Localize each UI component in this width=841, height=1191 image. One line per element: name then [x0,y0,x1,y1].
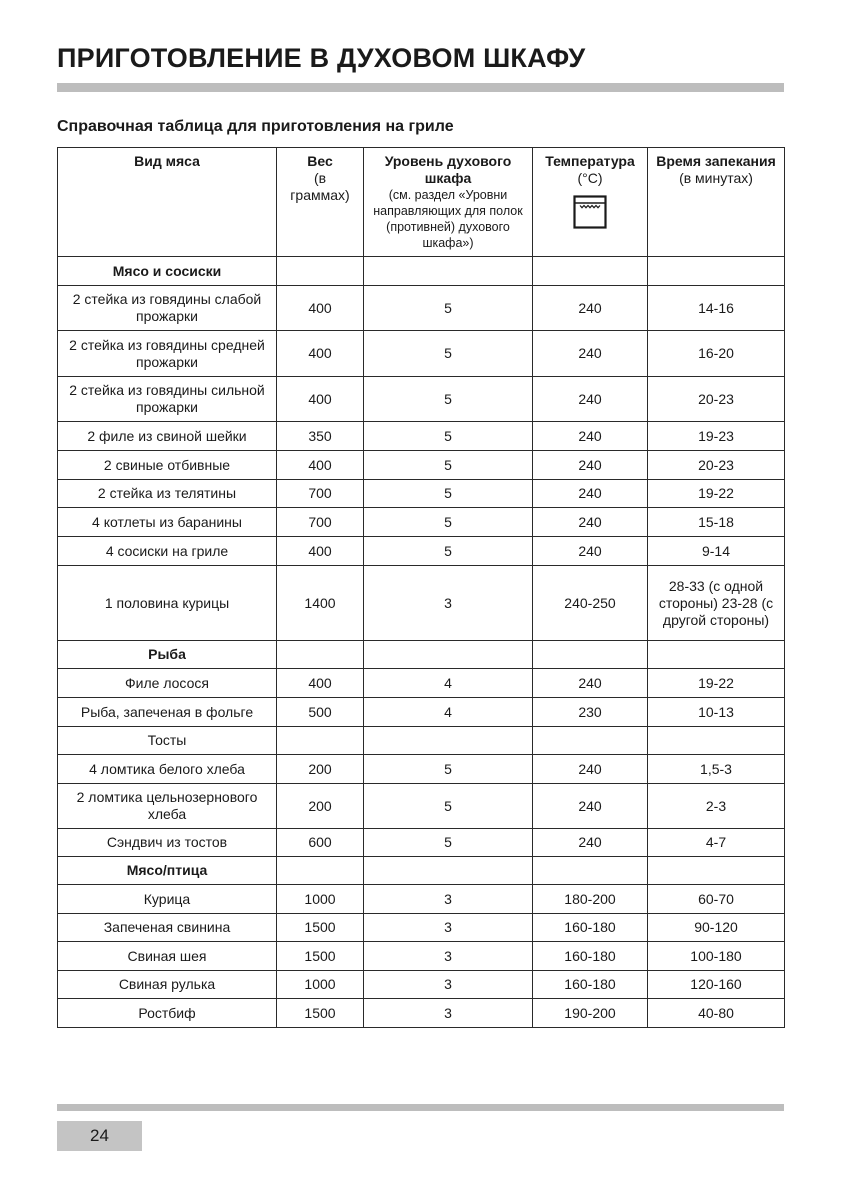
table-row [58,451,785,480]
cell-weight: 1400 [277,566,364,641]
cell-meat-name: 2 свиные отбивные [58,451,277,480]
table-row [58,727,785,755]
cell-temperature [533,857,648,885]
table-row [58,286,785,331]
cell-oven-level: 5 [364,377,533,422]
cell-temperature: 160-180 [533,914,648,942]
header-level-title: Уровень духового шкафа [384,153,512,186]
cell-oven-level: 5 [364,755,533,784]
cell-meat-name: 2 стейка из телятины [58,480,277,508]
cell-baking-time: 120-160 [648,971,785,999]
cell-temperature: 240 [533,537,648,566]
table-row [58,784,785,829]
header-oven-level [364,148,533,257]
cell-meat-name: Сэндвич из тостов [58,829,277,857]
cell-meat-name: Тосты [58,727,277,755]
table-row [58,914,785,942]
cell-weight: 400 [277,537,364,566]
cell-temperature: 240 [533,286,648,331]
cell-meat-name: 2 стейка из говядины сильной прожарки [58,377,277,422]
table-row [58,829,785,857]
cell-weight: 400 [277,331,364,377]
cell-baking-time: 4-7 [648,829,785,857]
cell-baking-time: 90-120 [648,914,785,942]
cell-baking-time: 28-33 (с одной стороны) 23-28 (с другой стороны) [648,566,785,641]
cell-baking-time: 9-14 [648,537,785,566]
cell-weight: 700 [277,480,364,508]
cell-temperature: 190-200 [533,999,648,1028]
cell-temperature: 240 [533,377,648,422]
cell-temperature: 230 [533,698,648,727]
cell-meat-name: Запеченая свинина [58,914,277,942]
cell-temperature: 240 [533,829,648,857]
header-meat-type [58,148,277,257]
cell-oven-level: 3 [364,999,533,1028]
cell-weight: 400 [277,451,364,480]
page-number: 24 [57,1121,142,1151]
cell-meat-name: Свиная шея [58,942,277,971]
header-weight [277,148,364,257]
cell-weight: 1500 [277,942,364,971]
table-row [58,999,785,1028]
cell-oven-level: 3 [364,914,533,942]
cell-oven-level: 3 [364,971,533,999]
cell-oven-level: 3 [364,942,533,971]
table-row [58,422,785,451]
cell-meat-name: 4 сосиски на гриле [58,537,277,566]
cell-oven-level [364,857,533,885]
footer-divider-bar [57,1104,784,1111]
cell-meat-name: Рыба, запеченая в фольге [58,698,277,727]
cell-baking-time: 1,5-3 [648,755,785,784]
cell-meat-name: 4 котлеты из баранины [58,508,277,537]
cell-baking-time: 10-13 [648,698,785,727]
cell-oven-level: 5 [364,537,533,566]
cell-weight: 1500 [277,914,364,942]
cell-temperature: 160-180 [533,971,648,999]
cell-oven-level: 5 [364,829,533,857]
cell-temperature: 180-200 [533,885,648,914]
cell-meat-name: Курица [58,885,277,914]
table-row [58,377,785,422]
cell-baking-time: 60-70 [648,885,785,914]
cell-meat-name: 4 ломтика белого хлеба [58,755,277,784]
cell-oven-level: 3 [364,566,533,641]
table-row [58,480,785,508]
cell-meat-name: Филе лосося [58,669,277,698]
cell-weight: 400 [277,669,364,698]
table-row [58,971,785,999]
section-header-row [58,641,785,669]
cell-baking-time: 16-20 [648,331,785,377]
cell-temperature [533,257,648,286]
cell-temperature: 240 [533,451,648,480]
cell-temperature [533,727,648,755]
section-header-row [58,257,785,286]
cell-weight: 600 [277,829,364,857]
cell-oven-level: 5 [364,480,533,508]
header-time-title: Время запекания [656,153,776,169]
table-row [58,331,785,377]
cell-weight: 1000 [277,885,364,914]
cell-oven-level: 4 [364,698,533,727]
cell-temperature: 240 [533,669,648,698]
cell-oven-level: 3 [364,885,533,914]
cell-baking-time [648,257,785,286]
cell-weight: 200 [277,755,364,784]
oven-grill-icon [573,195,607,229]
table-row [58,755,785,784]
table-row [58,885,785,914]
header-temperature [533,148,648,257]
header-weight-title: Вес [307,153,333,169]
cell-baking-time: 14-16 [648,286,785,331]
cell-weight [277,641,364,669]
cell-temperature: 240-250 [533,566,648,641]
cell-weight: 700 [277,508,364,537]
header-weight-unit-line2: граммах) [290,187,350,203]
cell-meat-name: Рыба [58,641,277,669]
grill-reference-table [57,147,785,1028]
cell-baking-time: 20-23 [648,451,785,480]
cell-oven-level: 5 [364,451,533,480]
cell-temperature [533,641,648,669]
page-title: ПРИГОТОВЛЕНИЕ В ДУХОВОМ ШКАФУ [57,43,586,73]
cell-oven-level: 5 [364,331,533,377]
table-row [58,942,785,971]
cell-oven-level: 5 [364,422,533,451]
cell-temperature: 240 [533,331,648,377]
cell-weight [277,857,364,885]
cell-meat-name: Ростбиф [58,999,277,1028]
table-subtitle: Справочная таблица для приготовления на гриле [57,118,454,135]
cell-oven-level [364,257,533,286]
cell-meat-name: 2 филе из свиной шейки [58,422,277,451]
cell-baking-time: 2-3 [648,784,785,829]
title-divider-bar [57,83,784,92]
cell-baking-time: 15-18 [648,508,785,537]
cell-oven-level: 4 [364,669,533,698]
cell-temperature: 240 [533,784,648,829]
cell-temperature: 240 [533,755,648,784]
header-meat-type-label: Вид мяса [134,153,200,169]
cell-baking-time: 19-22 [648,480,785,508]
cell-meat-name: Мясо/птица [58,857,277,885]
cell-weight: 350 [277,422,364,451]
header-time-unit: (в минутах) [679,170,753,186]
header-level-note: (см. раздел «Уровни направляющих для полок (противней) духового шкафа») [373,188,523,250]
table-row [58,508,785,537]
cell-baking-time: 19-23 [648,422,785,451]
header-weight-unit-line1: (в [313,170,327,186]
cell-weight: 200 [277,784,364,829]
cell-meat-name: 1 половина курицы [58,566,277,641]
cell-temperature: 160-180 [533,942,648,971]
header-temp-unit: (°C) [577,170,603,186]
table-row [58,537,785,566]
header-baking-time [648,148,785,257]
cell-meat-name: 2 стейка из говядины слабой прожарки [58,286,277,331]
header-temp-title: Температура [545,153,635,169]
section-header-row [58,857,785,885]
cell-baking-time [648,727,785,755]
cell-baking-time: 20-23 [648,377,785,422]
cell-temperature: 240 [533,480,648,508]
cell-weight: 1000 [277,971,364,999]
table-row [58,566,785,641]
cell-weight: 400 [277,286,364,331]
cell-meat-name: Мясо и сосиски [58,257,277,286]
cell-meat-name: Свиная рулька [58,971,277,999]
cell-baking-time [648,641,785,669]
cell-baking-time: 19-22 [648,669,785,698]
cell-weight: 500 [277,698,364,727]
cell-weight: 400 [277,377,364,422]
cell-oven-level [364,727,533,755]
table-row [58,698,785,727]
cell-oven-level: 5 [364,508,533,537]
table-header-row [58,148,785,257]
cell-baking-time: 40-80 [648,999,785,1028]
cell-meat-name: 2 ломтика цельнозернового хлеба [58,784,277,829]
cell-baking-time: 100-180 [648,942,785,971]
table-row [58,669,785,698]
cell-oven-level: 5 [364,286,533,331]
cell-temperature: 240 [533,422,648,451]
cell-meat-name: 2 стейка из говядины средней прожарки [58,331,277,377]
cell-weight [277,257,364,286]
cell-baking-time [648,857,785,885]
cell-oven-level: 5 [364,784,533,829]
cell-weight [277,727,364,755]
cell-temperature: 240 [533,508,648,537]
cell-oven-level [364,641,533,669]
cell-weight: 1500 [277,999,364,1028]
